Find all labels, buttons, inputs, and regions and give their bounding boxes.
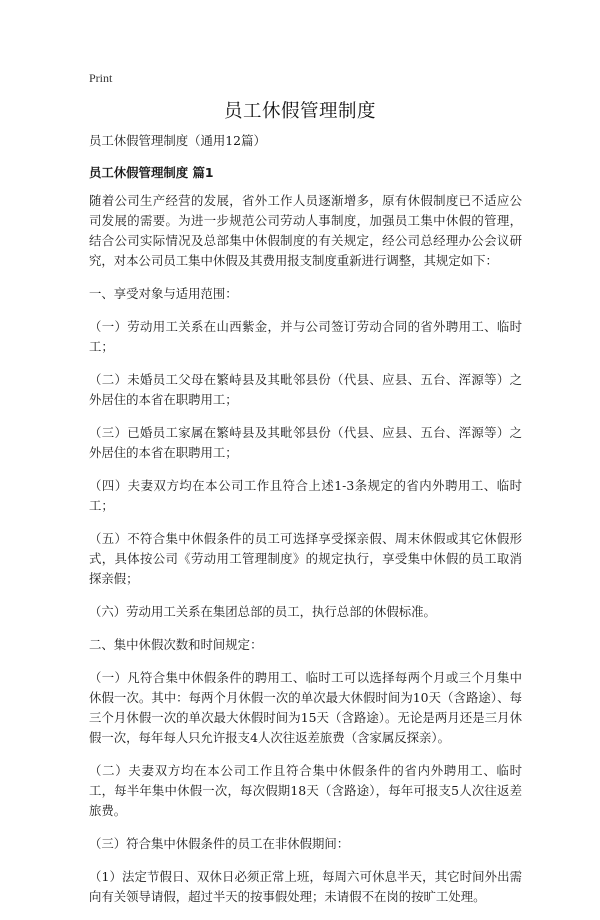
paragraph-scope-4: （四）夫妻双方均在本公司工作且符合上述1-3条规定的省内外聘用工、临时工； xyxy=(89,478,522,513)
page-title: 员工休假管理制度 xyxy=(223,101,376,122)
paragraph-rule-1: （一）凡符合集中休假条件的聘用工、临时工可以选择每两个月或三个月集中休假一次。其中：每两个月休假一次的单次最大休假时间为10天（含路途）、每三个月休假一次的单次最大休假时间为15天（含路途）。无论是两月还是三月休假一次，每年每人只允许报支4人次往返差旅费（含家属反探亲）。 xyxy=(89,670,522,745)
paragraph-scope-5: （五）不符合集中休假条件的员工可选择享受探亲假、周末休假或其它休假形式，具体按公司《劳动用工管理制度》的规定执行，享受集中休假的员工取消探亲假； xyxy=(89,531,522,586)
paragraph-intro: 随着公司生产经营的发展，省外工作人员逐渐增多，原有休假制度已不适应公司发展的需要。为进一步规范公司劳动人事制度，加强员工集中休假的管理，结合公司实际情况及总部集中休假制度的有关规定，经公司总经理办公会议研究，对本公司员工集中休假及其费用报支制度重新进行调整，其规定如下： xyxy=(89,193,522,268)
paragraph-scope-2: （二）未婚员工父母在繁峙县及其毗邻县份（代县、应县、五台、浑源等）之外居住的本省在职聘用工； xyxy=(89,372,522,407)
paragraph-rule-3-1: （1）法定节假日、双休日必须正常上班，每周六可休息半天，其它时间外出需向有关领导请假，超过半天的按事假处理；未请假不在岗的按旷工处理。 xyxy=(89,869,522,904)
document-subtitle: 员工休假管理制度（通用12篇） xyxy=(89,133,266,148)
paragraph-scope-1: （一）劳动用工关系在山西紫金，并与公司签订劳动合同的省外聘用工、临时工； xyxy=(89,319,522,354)
paragraph-scope-3: （三）已婚员工家属在繁峙县及其毗邻县份（代县、应县、五台、浑源等）之外居住的本省在职聘用工； xyxy=(89,425,522,460)
paragraph-rule-2: （二）夫妻双方均在本公司工作且符合集中休假条件的省内外聘用工、临时工，每半年集中休假一次，每次假期18天（含路途），每年可报支5人次往返差旅费。 xyxy=(89,763,522,818)
print-label[interactable]: Print xyxy=(89,71,113,85)
heading-scope: 一、享受对象与适用范围： xyxy=(89,286,238,301)
heading-leave-rules: 二、集中休假次数和时间规定： xyxy=(89,637,263,652)
document-body xyxy=(89,131,522,920)
paragraph-rule-3: （三）符合集中休假条件的员工在非休假期间： xyxy=(89,836,350,851)
paragraph-scope-6: （六）劳动用工关系在集团总部的员工，执行总部的休假标准。 xyxy=(89,604,436,619)
section-heading: 员工休假管理制度 篇1 xyxy=(89,165,214,180)
